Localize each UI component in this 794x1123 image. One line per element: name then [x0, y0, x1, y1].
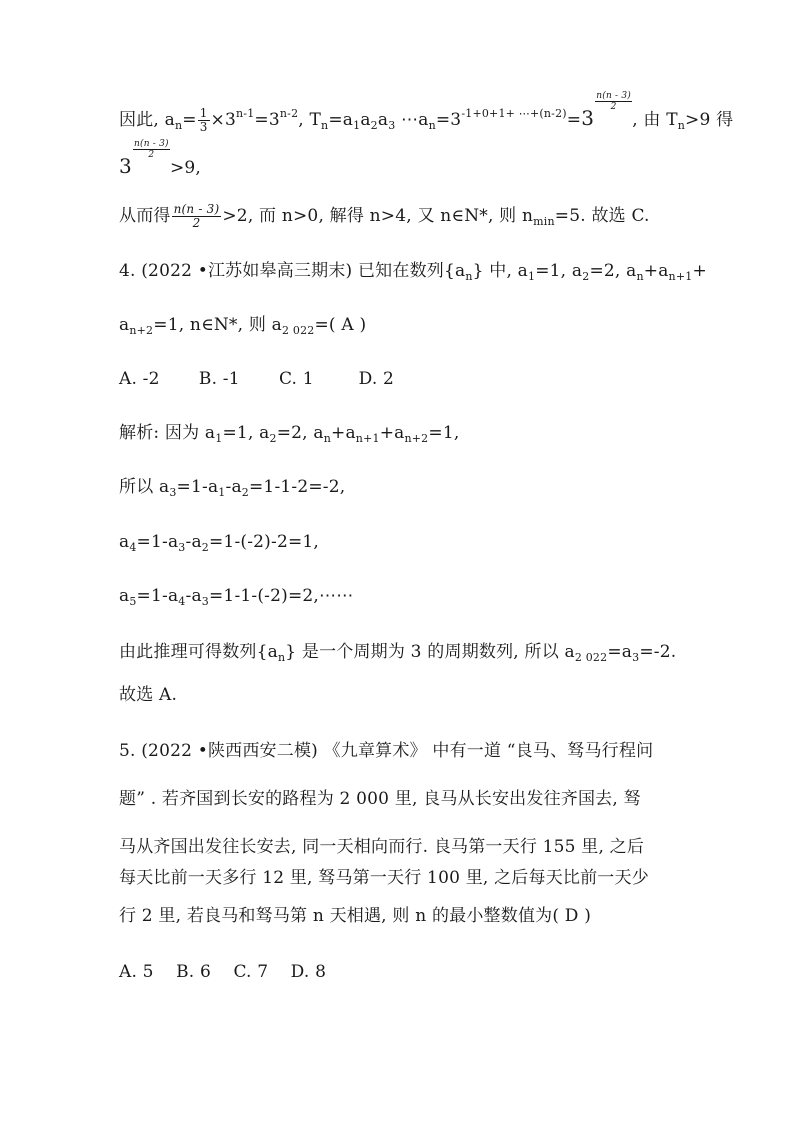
solution-4-line-3: $a_4=1-a_3-a_2=1-(-2)-2=1$, — [119, 532, 320, 554]
solution-line-3: 从而得 $\frac{n(n - 3)}{2}$ >2, 而 n>0, 解得 n>4, 又 n∈N*, 则 $n_{min}=5$. 故选 C. — [119, 202, 650, 230]
problem-4-line-2: $a_{n+2}=1$, n∈N*, 则 $a_{2 022}=$( A ) — [119, 315, 367, 337]
fraction-one-third: $\frac{1}{3}$ — [199, 106, 208, 134]
problem-5-line-3: 马从齐国出发往长安去, 同一天相向而行. 良马第一天行 155 里, 之后 — [119, 837, 645, 857]
solution-line-2: 3 $\frac{n(n - 3)}{2}$ >9, — [119, 139, 202, 178]
problem-5-options: A. 5 B. 6 C. 7 D. 8 — [119, 962, 327, 982]
fraction-n-n-3-over-2: $\frac{n(n - 3)}{2}$ — [173, 202, 220, 230]
problem-4-options: A. -2 B. -1 C. 1 D. 2 — [119, 369, 395, 389]
solution-4-line-2: 所以 $a_3=1-a_1-a_2=1-1-2=-2$, — [119, 477, 346, 499]
problem-5-line-4: 每天比前一天多行 12 里, 驽马第一天行 100 里, 之后每天比前一天少 — [119, 868, 649, 888]
power-expression: 3 $\frac{n(n - 3)}{2}$ — [581, 91, 631, 130]
problem-5-line-2: 题” . 若齐国到长安的路程为 2 000 里, 良马从长安出发往齐国去, 驽 — [119, 789, 641, 809]
solution-4-line-1: 解析: 因为 $a_1=1$, $a_2=2$, $a_n+a_{n+1}+a_{n+2}=1$, — [119, 423, 460, 445]
solution-line-1: 因此, $a_n=$ $\frac{1}{3}$ $\times 3^{n-1}=3^{n-2}$, $T_n=a_1a_2a_3$ $\cdots a_n=3^{-1+0+1+ \cdots+(n-2)}=3$ $\frac{n(n - 3)}{2}$ , 由 $T_n>9$ 得 — [119, 91, 734, 134]
power-expression-2: 3 $\frac{n(n - 3)}{2}$ — [119, 139, 169, 178]
problem-4-line-1: 4. (2022 •江苏如皋高三期末) 已知在数列$\{a_n\}$ 中, $a_1=1$, $a_2=2$, $a_n+a_{n+1}+$ — [119, 261, 707, 283]
problem-5-line-5: 行 2 里, 若良马和驽马第 n 天相遇, 则 n 的最小整数值为( D ) — [119, 906, 592, 926]
solution-4-line-4: $a_5=1-a_4-a_3=1-1-(-2)=2,\cdots\cdots$ — [119, 586, 354, 608]
solution-4-line-5: 由此推理可得数列$\{a_n\}$ 是一个周期为 3 的周期数列, 所以 $a_{2 022}=a_3=-2$. — [119, 642, 677, 664]
problem-5-line-1: 5. (2022 •陕西西安二模) 《九章算术》 中有一道 “良马、驽马行程问 — [119, 741, 654, 761]
solution-4-conclusion: 故选 A. — [119, 685, 178, 705]
